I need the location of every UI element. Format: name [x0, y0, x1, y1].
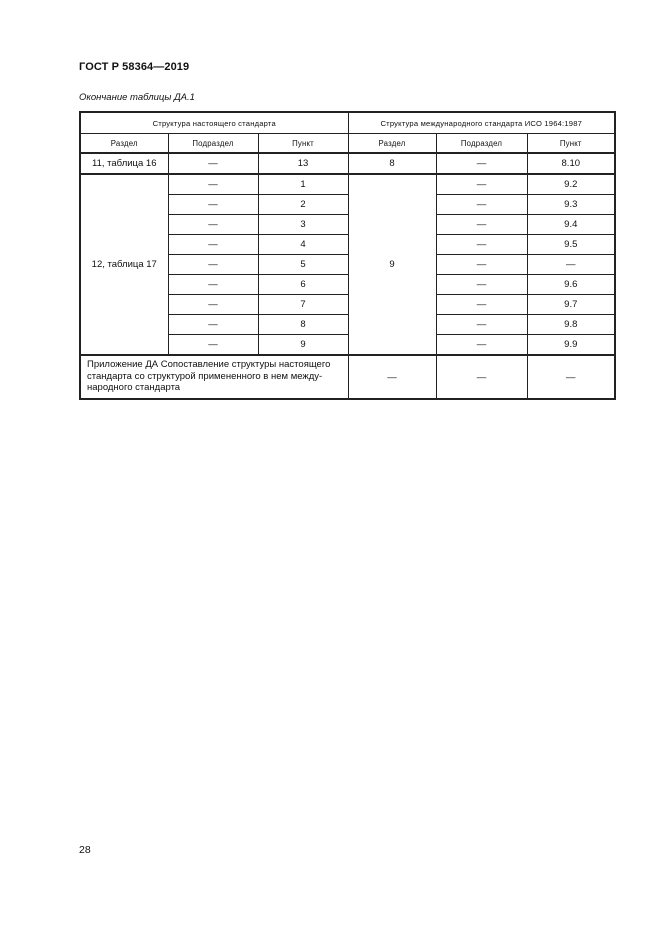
col-header-intl-subsection: Подраздел	[436, 134, 527, 154]
cell-point: 7	[258, 295, 348, 315]
cell-point: 3	[258, 215, 348, 235]
column-header-row	[80, 134, 615, 154]
cell-intl-point: 9.2	[527, 174, 615, 195]
cell-intl-subsection: —	[436, 255, 527, 275]
cell-point: 9	[258, 335, 348, 356]
structure-comparison-table	[79, 111, 616, 400]
cell-intl-point: 9.5	[527, 235, 615, 255]
cell-point: 5	[258, 255, 348, 275]
cell-subsection: —	[168, 255, 258, 275]
cell-section: 11, таблица 16	[80, 153, 168, 174]
document-title: ГОСТ Р 58364—2019	[79, 61, 190, 73]
col-header-point: Пункт	[258, 134, 348, 154]
table-row	[80, 174, 615, 195]
cell-intl-subsection: —	[436, 174, 527, 195]
cell-point: 6	[258, 275, 348, 295]
col-header-subsection: Подраздел	[168, 134, 258, 154]
cell-intl-point: —	[527, 355, 615, 399]
table-caption: Окончание таблицы ДА.1	[79, 92, 195, 103]
cell-subsection: —	[168, 335, 258, 356]
cell-point: 8	[258, 315, 348, 335]
cell-intl-subsection: —	[436, 215, 527, 235]
cell-subsection: —	[168, 153, 258, 174]
national-structure-header: Структура настоящего стандарта	[80, 112, 348, 134]
cell-intl-point: 9.3	[527, 195, 615, 215]
cell-section-merged: 12, таблица 17	[80, 174, 168, 355]
cell-subsection: —	[168, 295, 258, 315]
cell-point: 1	[258, 174, 348, 195]
col-header-intl-section: Раздел	[348, 134, 436, 154]
cell-intl-subsection: —	[436, 275, 527, 295]
col-header-intl-point: Пункт	[527, 134, 615, 154]
cell-subsection: —	[168, 315, 258, 335]
cell-intl-point: 9.9	[527, 335, 615, 356]
cell-intl-subsection: —	[436, 315, 527, 335]
cell-subsection: —	[168, 174, 258, 195]
international-structure-header: Структура международного стандарта ИСО 1964:1987	[348, 112, 615, 134]
cell-intl-point: —	[527, 255, 615, 275]
cell-intl-section-merged: 9	[348, 174, 436, 355]
table-row-annex	[80, 355, 615, 399]
cell-intl-subsection: —	[436, 355, 527, 399]
cell-intl-point: 8.10	[527, 153, 615, 174]
cell-intl-subsection: —	[436, 335, 527, 356]
cell-subsection: —	[168, 235, 258, 255]
cell-intl-subsection: —	[436, 153, 527, 174]
cell-subsection: —	[168, 195, 258, 215]
cell-intl-section: 8	[348, 153, 436, 174]
cell-subsection: —	[168, 275, 258, 295]
cell-intl-subsection: —	[436, 235, 527, 255]
cell-point: 4	[258, 235, 348, 255]
group-header-row	[80, 112, 615, 134]
cell-intl-point: 9.6	[527, 275, 615, 295]
col-header-section: Раздел	[80, 134, 168, 154]
cell-intl-point: 9.7	[527, 295, 615, 315]
cell-subsection: —	[168, 215, 258, 235]
cell-point: 13	[258, 153, 348, 174]
cell-intl-point: 9.8	[527, 315, 615, 335]
cell-point: 2	[258, 195, 348, 215]
cell-intl-point: 9.4	[527, 215, 615, 235]
cell-intl-section: —	[348, 355, 436, 399]
page-number: 28	[79, 844, 91, 856]
annex-description: Приложение ДА Сопоставление структуры настоящего стандарта со структурой примененного в нем между-народного стандарта	[80, 355, 348, 399]
cell-intl-subsection: —	[436, 195, 527, 215]
table-row	[80, 153, 615, 174]
cell-intl-subsection: —	[436, 295, 527, 315]
